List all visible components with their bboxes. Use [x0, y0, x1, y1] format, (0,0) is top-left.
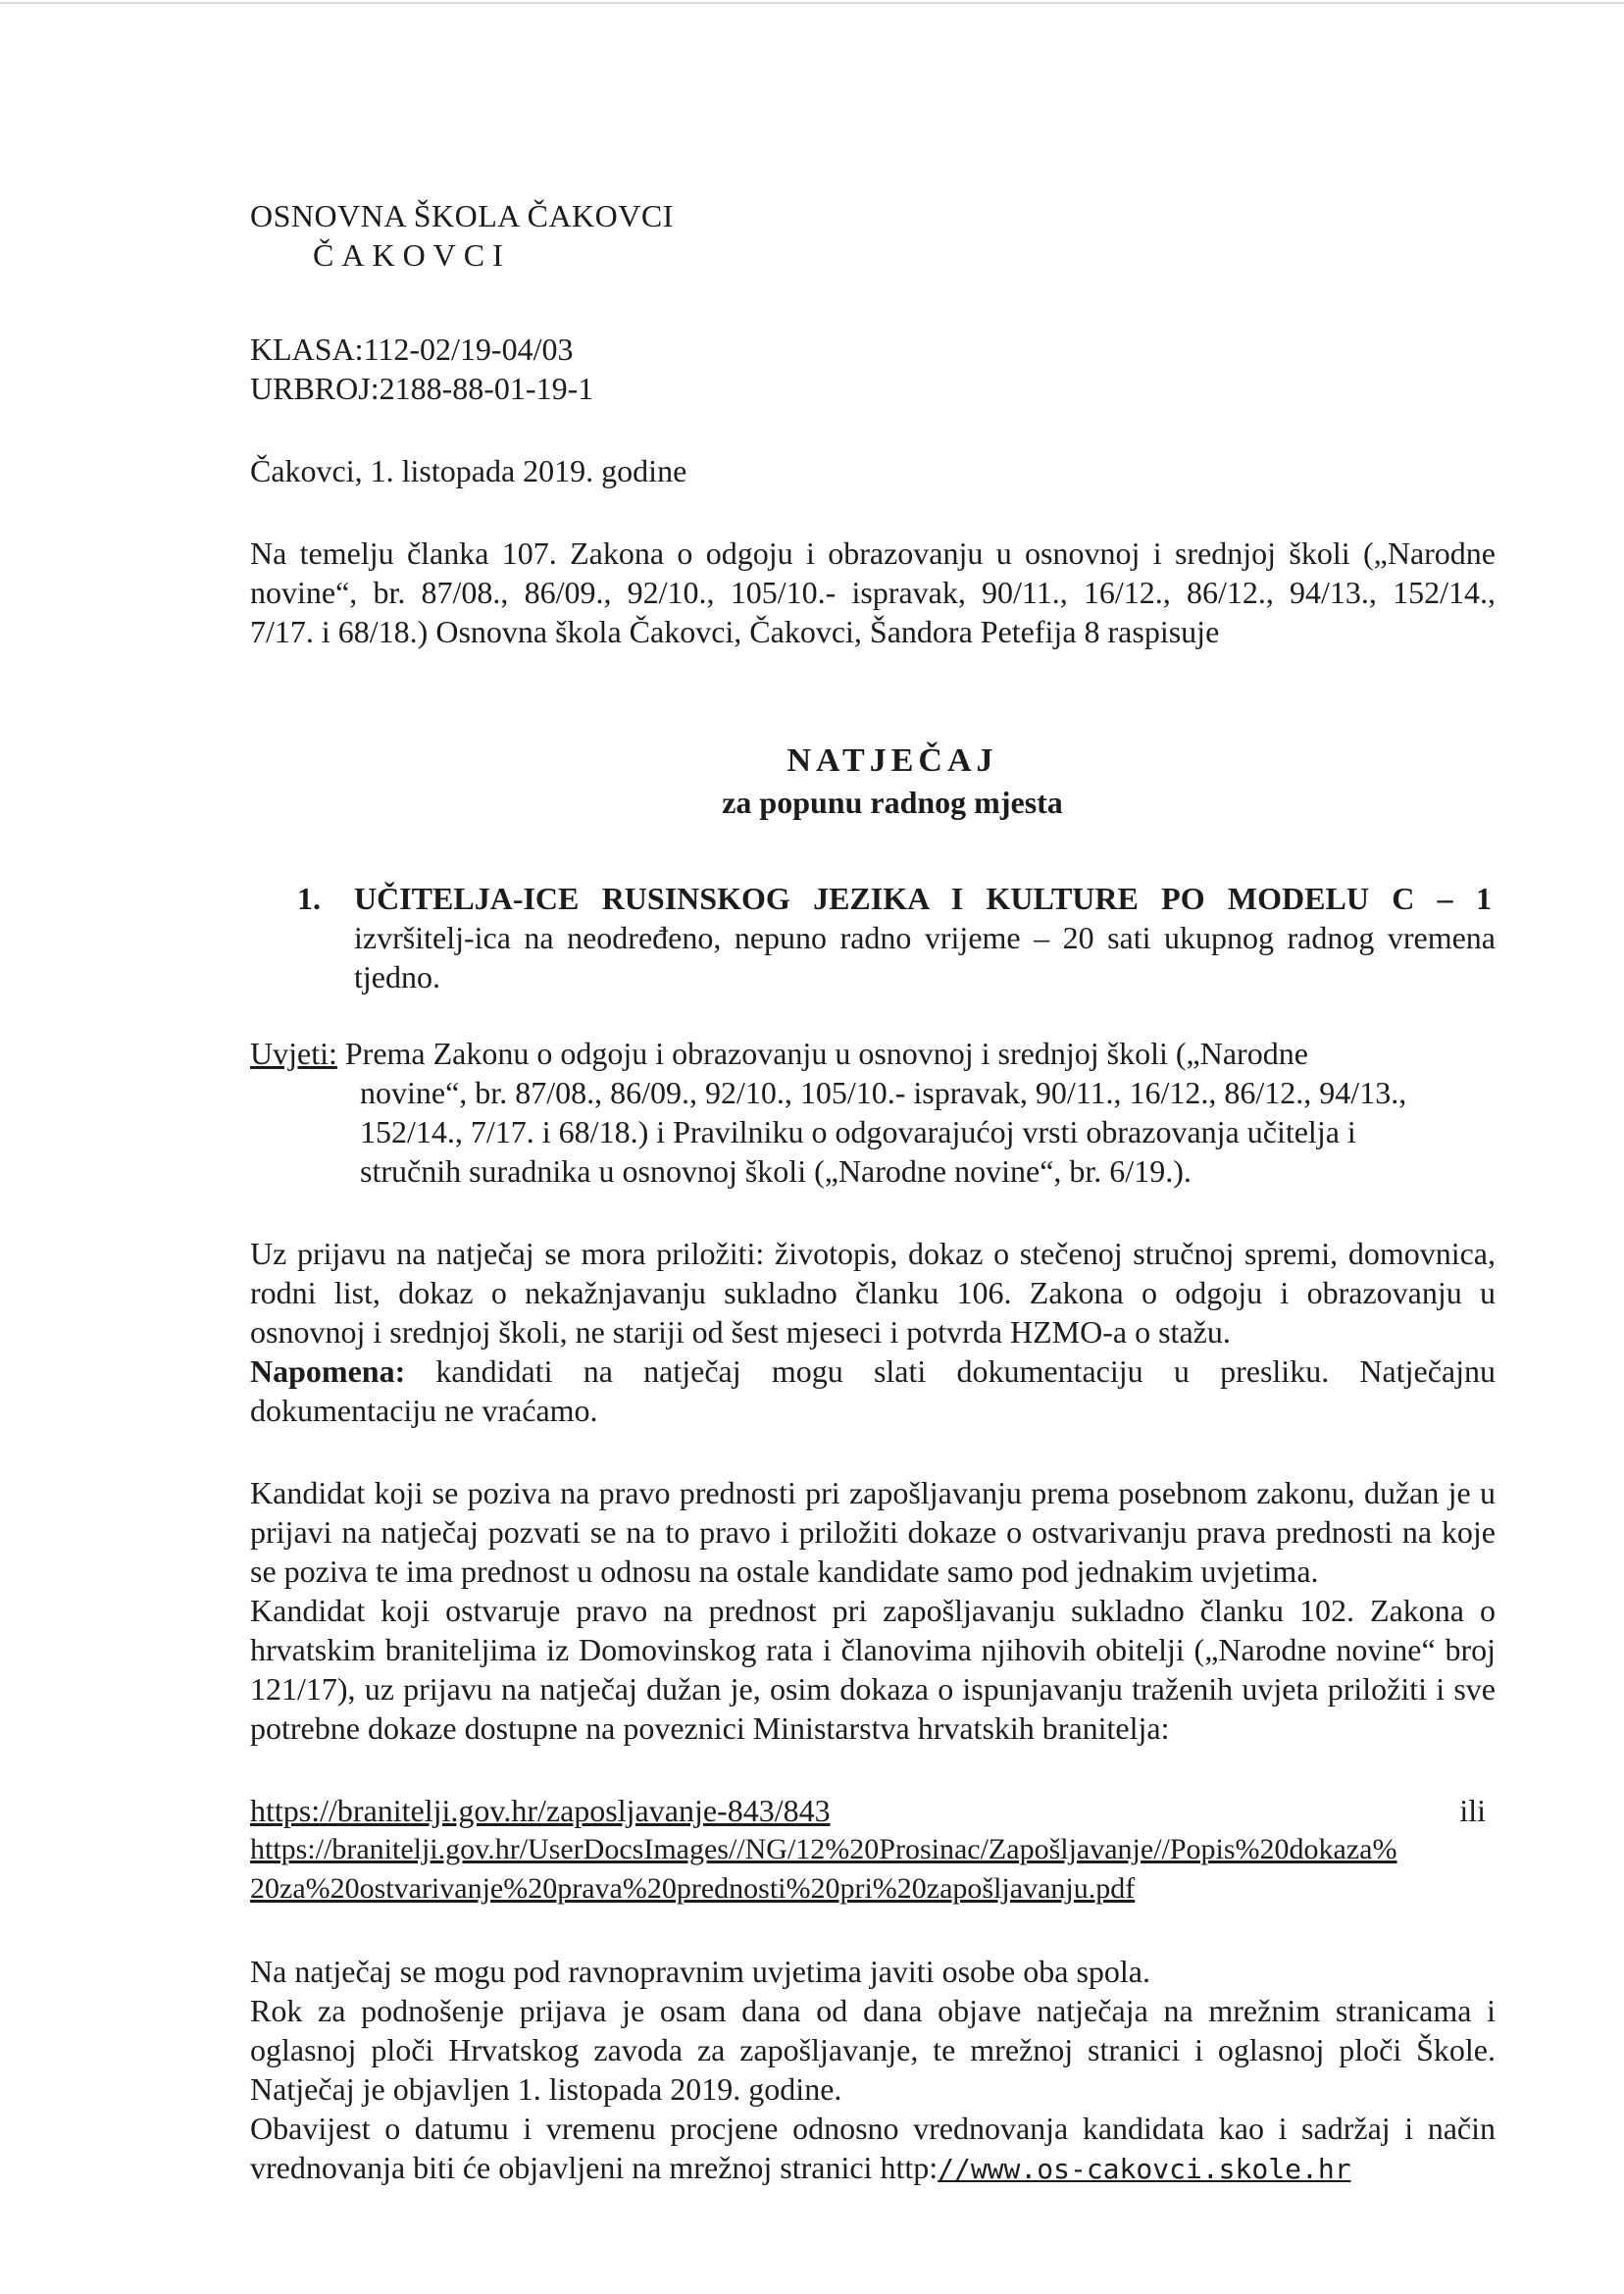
priority-line: potrebne dokaze dostupne na poveznici Ministarstva hrvatskih branitelja:	[250, 1710, 1170, 1746]
intro-paragraph	[250, 534, 1496, 651]
priority-line: Kandidat koji ostvaruje pravo na prednost pri zapošljavanju sukladno članku 102. Zakona o	[250, 1593, 1496, 1628]
uvjeti-text: Prema Zakonu o odgoju i obrazovanju u osnovnoj i srednjoj školi („Narodne	[336, 1036, 1308, 1071]
intro-line: novine“, br. 87/08., 86/09., 92/10., 105/10.- ispravak, 90/11., 16/12., 86/12., 94/13., 152/14.,	[250, 575, 1496, 610]
reference-numbers	[250, 330, 1496, 408]
note-text: kandidati na natječaj mogu slati dokumentaciju u presliku. Natječajnu	[405, 1353, 1496, 1389]
uvjeti-line: novine“, br. 87/08., 86/09., 92/10., 105/10.- ispravak, 90/11., 16/12., 86/12., 94/13.,	[360, 1075, 1407, 1110]
attachments-line: rodni list, dokaz o nekažnjavanju sukladno članku 106. Zakona o odgoju i obrazovanju u	[250, 1275, 1496, 1310]
branitelji-link[interactable]: https://branitelji.gov.hr/zaposljavanje-843/843	[250, 1793, 831, 1828]
school-name: OSNOVNA ŠKOLA ČAKOVCI	[250, 198, 674, 233]
urbroj: URBROJ:2188-88-01-19-1	[250, 371, 594, 406]
school-website-link[interactable]: //www.os-cakovci.skole.hr	[938, 2153, 1351, 2185]
priority-line: 121/17), uz prijavu na natječaj dužan je, osim dokaza o ispunjavanju traženih uvjeta priložiti i sve	[250, 1671, 1496, 1707]
closing-line: Obavijest o datumu i vremenu procjene odnosno vrednovanja kandidata kao i sadržaj i način	[250, 2111, 1496, 2146]
place-date: Čakovci, 1. listopada 2019. godine	[250, 453, 687, 488]
title-block	[250, 739, 1496, 822]
position-item	[250, 879, 1496, 996]
position-number: 1.	[297, 881, 321, 916]
closing-last-text: vrednovanja biti će objavljeni na mrežnoj stranici http:	[250, 2150, 939, 2185]
priority-line: se poziva te ima prednost u odnosu na ostale kandidate samo pod jednakim uvjetima.	[250, 1554, 1319, 1589]
document-subtitle: za popunu radnog mjesta	[722, 785, 1063, 820]
document-title: NATJEČAJ	[787, 742, 998, 779]
priority-paragraph	[250, 1473, 1496, 1748]
attachments-line: Uz prijavu na natječaj se mora priložiti: životopis, dokaz o stečenoj stručnoj spremi, domovnica,	[250, 1236, 1496, 1271]
attachments-paragraph	[250, 1234, 1496, 1430]
attachments-line: osnovnoj i srednjoj školi, ne stariji od šest mjeseci i potvrda HZMO-a o stažu.	[250, 1314, 1231, 1350]
ili-text: ili	[1459, 1793, 1486, 1828]
closing-line: oglasnoj ploči Hrvatskog zavoda za zapošljavanje, te mrežnoj stranici i oglasnoj ploči Škole.	[250, 2032, 1496, 2067]
priority-line: Kandidat koji se poziva na pravo prednosti pri zapošljavanju prema posebnom zakonu, dužan je u	[250, 1475, 1496, 1510]
dokazi-link-line1[interactable]: https://branitelji.gov.hr/UserDocsImages//NG/12%20Prosinac/Zapošljavanje//Popis%20dokaza%	[250, 1833, 1397, 1865]
scan-top-edge	[0, 2, 1624, 4]
letterhead	[250, 196, 1496, 275]
intro-line: Na temelju članka 107. Zakona o odgoju i obrazovanju u osnovnoj i srednjoj školi („Narodne	[250, 535, 1496, 571]
closing-line: Na natječaj se mogu pod ravnopravnim uvjetima javiti osobe oba spola.	[250, 1954, 1150, 1989]
closing-line: Rok za podnošenje prijava je osam dana od dana objave natječaja na mrežnim stranicama i	[250, 1993, 1496, 2028]
closing-line: Natječaj je objavljen 1. listopada 2019. godine.	[250, 2071, 842, 2107]
uvjeti-line: 152/14., 7/17. i 68/18.) i Pravilniku o odgovarajućoj vrsti obrazovanja učitelja i	[360, 1114, 1356, 1149]
klasa: KLASA:112-02/19-04/03	[250, 331, 574, 367]
position-title: UČITELJA-ICE RUSINSKOG JEZIKA I KULTURE PO MODELU C – 1	[354, 881, 1492, 916]
position-detail: izvršitelj-ica na neodređeno, nepuno radno vrijeme – 20 sati ukupnog radnog vremena	[354, 920, 1496, 955]
note-text-end: dokumentaciju ne vraćamo.	[250, 1393, 598, 1428]
priority-line: hrvatskim braniteljima iz Domovinskog rata i članovima njihovih obitelji („Narodne novine“ broj	[250, 1632, 1496, 1667]
priority-line: prijavi na natječaj pozvati se na to pravo i priložiti dokaze o ostvarivanju prava prednosti na koje	[250, 1514, 1496, 1550]
links-block	[250, 1791, 1496, 1909]
dokazi-link-line2[interactable]: 20za%20ostvarivanje%20prava%20prednosti%20pri%20zapošljavanju.pdf	[250, 1872, 1136, 1905]
document-page	[250, 196, 1496, 2189]
uvjeti-label: Uvjeti:	[250, 1036, 337, 1071]
school-city: ČAKOVCI	[313, 237, 511, 273]
intro-line: 7/17. i 68/18.) Osnovna škola Čakovci, Čakovci, Šandora Petefija 8 raspisuje	[250, 614, 1220, 649]
note-label: Napomena:	[250, 1353, 406, 1389]
uvjeti-line: stručnih suradnika u osnovnoj školi („Narodne novine“, br. 6/19.).	[360, 1153, 1192, 1189]
position-detail: tjedno.	[354, 959, 440, 994]
closing-paragraph	[250, 1952, 1496, 2189]
uvjeti-section	[250, 1034, 1496, 1191]
